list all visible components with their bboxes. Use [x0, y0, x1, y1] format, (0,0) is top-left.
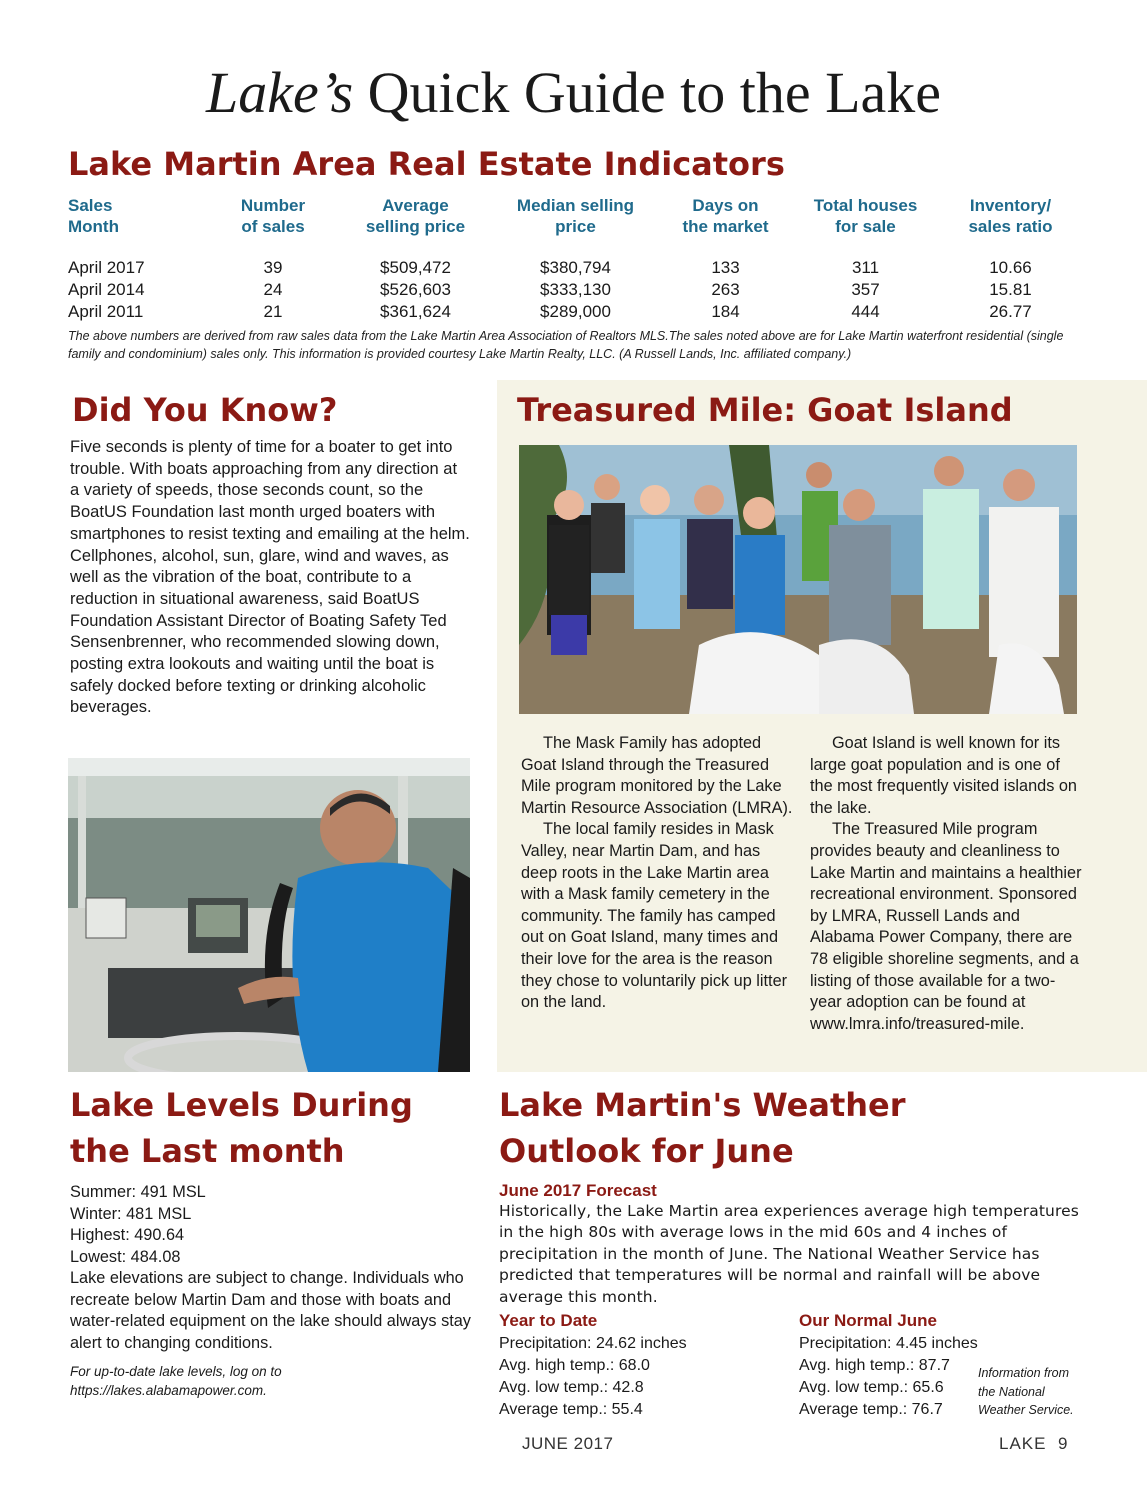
lowest-level: Lowest: 484.08: [70, 1247, 181, 1266]
weather-heading: [499, 1082, 1099, 1174]
stat-row: Average temp.: 76.7: [799, 1401, 943, 1418]
table-cell: $509,472: [380, 258, 451, 277]
normal-june-heading: Our Normal June: [799, 1311, 937, 1330]
column-header: Sales Month: [68, 196, 119, 236]
summer-level: Summer: 491 MSL: [70, 1183, 206, 1201]
did-you-know-heading: Did You Know?: [72, 391, 338, 429]
table-cell: April 2017: [68, 258, 145, 277]
table-cell: 311: [851, 258, 880, 277]
paragraph: The local family resides in Mask Valley, near Martin Dam, and has deep roots in the Lake Martin area with a Mask family cemetery in the community. The family has camped out on Goat Island, many times and their love for the area is the reason they chose to voluntarily pick up litter on the land.: [521, 820, 788, 1012]
stat-row: Avg. high temp.: 87.7: [799, 1357, 950, 1374]
paragraph: Goat Island is well known for its large goat population and is one of the most frequently visited islands on the lake.: [810, 734, 1077, 817]
forecast-subheading: June 2017 Forecast: [499, 1181, 657, 1200]
table-cell: 39: [263, 258, 283, 277]
lake-levels-note: For up-to-date lake levels, log on to https://lakes.alabamapower.com.: [70, 1364, 282, 1398]
table-cell: April 2011: [68, 302, 144, 321]
did-you-know-body: [70, 437, 470, 719]
table-cell: $380,794: [540, 258, 611, 277]
page-title-rest: Quick Guide to the Lake: [353, 60, 942, 125]
table-cell: 444: [851, 302, 880, 321]
table-cell: 15.81: [989, 280, 1032, 299]
column-header: Inventory/ sales ratio: [968, 196, 1053, 236]
heading-line: Outlook for June: [499, 1132, 794, 1170]
table-cell: 133: [711, 258, 740, 277]
footer-issue-date: JUNE 2017: [522, 1434, 614, 1453]
table-cell: $289,000: [540, 302, 611, 321]
stat-row: Precipitation: 4.45 inches: [799, 1335, 978, 1352]
real-estate-table: [68, 195, 1078, 323]
page-title-italic: Lake’s: [205, 60, 354, 125]
table-cell: 24: [263, 280, 283, 299]
page-title: [0, 58, 1147, 128]
footer-page-label: [999, 1434, 1068, 1454]
magazine-name: LAKE: [999, 1434, 1047, 1453]
table-row: [68, 257, 1078, 279]
table-cell: 26.77: [989, 302, 1032, 321]
heading-line: Lake Martin's Weather: [499, 1086, 906, 1124]
heading-line: Lake Levels During: [70, 1086, 413, 1124]
table-cell: 263: [711, 280, 740, 299]
stat-row: Avg. low temp.: 42.8: [499, 1379, 644, 1396]
table-cell: April 2014: [68, 280, 145, 299]
forecast-text: Historically, the Lake Martin area experiences average high temperatures in the high 80s with average lows in the mid 60s and 4 inches of precipitation in the month of June. The National Weather Service has predicted that temperatures will be normal and rainfall will be above average this month.: [499, 1202, 1079, 1306]
normal-june-stats: [799, 1333, 978, 1421]
table-row: [68, 279, 1078, 301]
table-cell: 357: [851, 280, 880, 299]
stat-row: Avg. high temp.: 68.0: [499, 1357, 650, 1374]
year-to-date-stats: [499, 1333, 687, 1421]
weather-source-note: Information from the National Weather Service.: [978, 1366, 1074, 1417]
boat-helm-photo: [68, 758, 470, 1072]
boat-helm-illustration: [68, 758, 470, 1072]
table-header-row: [68, 195, 1078, 257]
table-cell: $526,603: [380, 280, 451, 299]
table-cell: $333,130: [540, 280, 611, 299]
column-header: Median selling price: [516, 196, 635, 236]
table-cell: 10.66: [989, 258, 1032, 277]
table-row: [68, 301, 1078, 323]
paragraph: The Treasured Mile program provides beauty and cleanliness to Lake Martin and maintains a healthier recreational environment. Sponsored by LMRA, Russell Lands and Alabama Power Company, there are 78 eligible shoreline segments, and a listing of those available for a two-year adoption can be found at www.lmra.info/treasured-mile.: [810, 820, 1082, 1033]
volunteer-group-illustration: [519, 445, 1077, 714]
goat-island-group-photo: [519, 445, 1077, 714]
table-cell: 21: [263, 302, 283, 321]
lake-levels-heading: [70, 1082, 490, 1174]
goat-island-heading: Treasured Mile: Goat Island: [517, 391, 1013, 429]
goat-island-column-1: [521, 733, 793, 1014]
stat-row: Avg. low temp.: 65.6: [799, 1379, 944, 1396]
heading-line: the Last month: [70, 1132, 345, 1170]
column-header: Average selling price: [365, 196, 466, 236]
table-cell: $361,624: [380, 302, 451, 321]
column-header: Total houses for sale: [813, 196, 918, 236]
paragraph: The Mask Family has adopted Goat Island through the Treasured Mile program monitored by the Lake Martin Resource Association (LMRA).: [521, 734, 793, 817]
lake-levels-description: Lake elevations are subject to change. Individuals who recreate below Martin Dam and those with boats and water-related equipment on the lake should always stay alert to changing conditions.: [70, 1269, 471, 1352]
stat-row: Precipitation: 24.62 inches: [499, 1335, 687, 1352]
paragraph: Five seconds is plenty of time for a boater to get into trouble. With boats approaching from any direction at a variety of speeds, those seconds count, so the BoatUS Foundation last month urged boaters with smartphones to resist texting and emailing at the helm.: [70, 438, 470, 543]
lake-levels-body: [70, 1182, 480, 1354]
paragraph: Cellphones, alcohol, sun, glare, wind and waves, as well as the vibration of the boat, contribute to a reduction in situational awareness, said BoatUS Foundation Assistant Director of Boating Safety Ted Sensenbrenner, who recommended slowing down, posting extra lookouts and waiting until the boat is safely docked before texting or drinking alcoholic beverages.: [70, 546, 449, 717]
goat-island-column-2: [810, 733, 1082, 1035]
table-cell: 184: [711, 302, 740, 321]
stat-row: Average temp.: 55.4: [499, 1401, 643, 1418]
column-header: Days on the market: [682, 196, 769, 236]
real-estate-heading: Lake Martin Area Real Estate Indicators: [68, 145, 785, 183]
page-number: 9: [1057, 1434, 1069, 1453]
year-to-date-heading: Year to Date: [499, 1311, 598, 1330]
real-estate-note: The above numbers are derived from raw sales data from the Lake Martin Area Association of Realtors MLS.The sales noted above are for Lake Martin waterfront residential (single family and condominium) sales only. This information is provided courtesy Lake Martin Realty, LLC. (A Russell Lands, Inc. affiliated company.): [68, 329, 1064, 361]
winter-level: Winter: 481 MSL: [70, 1204, 192, 1223]
highest-level: Highest: 490.64: [70, 1226, 185, 1244]
column-header: Number of sales: [240, 196, 306, 236]
